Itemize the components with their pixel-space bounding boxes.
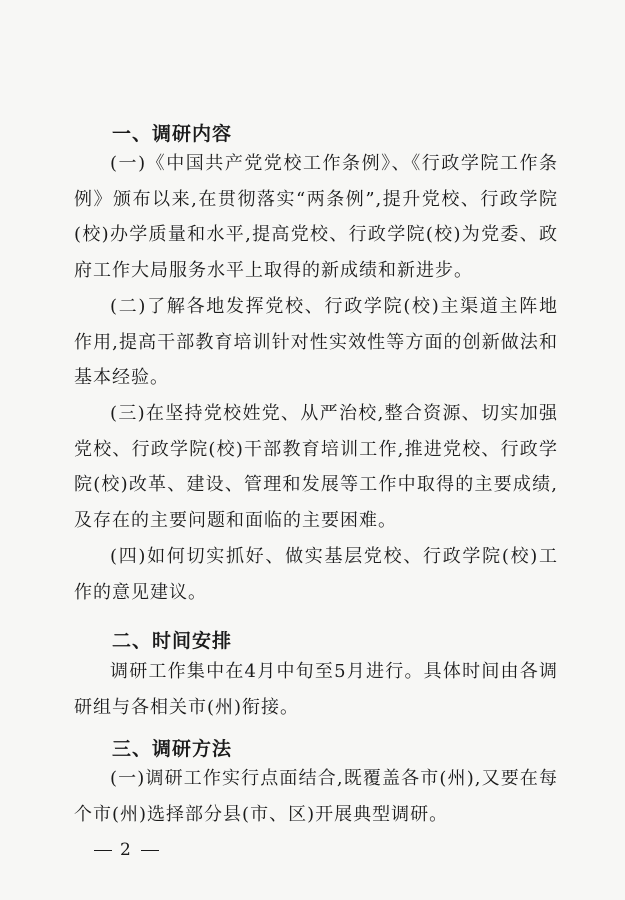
page-number-right-dash: [141, 850, 159, 851]
page-number: [86, 839, 167, 861]
section-heading-research-content: 一、调研内容: [112, 123, 233, 145]
paragraph-content-item-2: (二)了解各地发挥党校、行政学院(校)主渠道主阵地作用,提高干部教育培训针对性实效性等方面的创新做法和基本经验。: [74, 296, 558, 388]
paragraph-method-item-1: (一)调研工作实行点面结合,既覆盖各市(州),又要在每个市(州)选择部分县(市、区)开展典型调研。: [74, 768, 558, 825]
paragraph-time-schedule: 调研工作集中在4月中旬至5月进行。具体时间由各调研组与各相关市(州)衔接。: [74, 661, 558, 718]
paragraph-content-item-4: (四)如何切实抓好、做实基层党校、行政学院(校)工作的意见建议。: [74, 546, 558, 603]
section-heading-time-schedule: 二、时间安排: [112, 630, 233, 652]
paragraph-content-item-3: (三)在坚持党校姓党、从严治校,整合资源、切实加强党校、行政学院(校)干部教育培训工作,推进党校、行政学院(校)改革、建设、管理和发展等工作中取得的主要成绩,及存在的主要问题和面临的主要困难。: [74, 403, 558, 531]
paragraph-content-item-1: (一)《中国共产党党校工作条例》、《行政学院工作条例》颁布以来,在贯彻落实“两条例”,提升党校、行政学院(校)办学质量和水平,提高党校、行政学院(校)为党委、政府工作大局服务水平上取得的新成绩和新进步。: [74, 153, 558, 281]
page-number-value: 2: [120, 840, 133, 860]
page-number-left-dash: [94, 850, 112, 851]
section-heading-research-method: 三、调研方法: [112, 738, 233, 760]
